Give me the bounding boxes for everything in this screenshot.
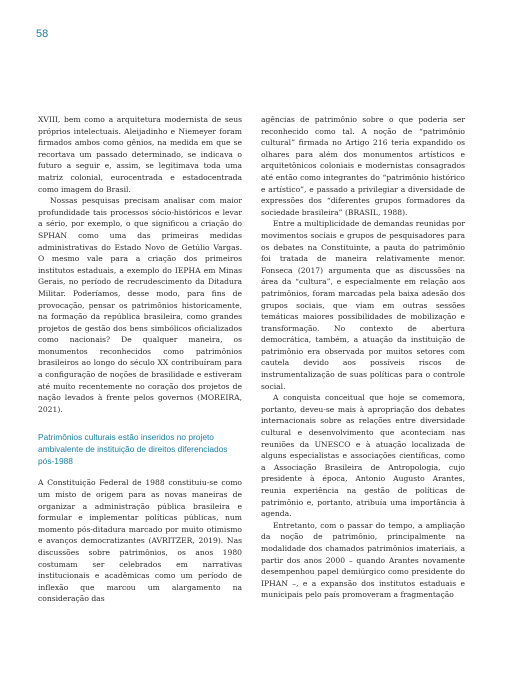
paragraph: Entre a multiplicidade de demandas reunidas por movimentos sociais e grupos de pesquisadores para os debates na Constituinte, a pauta do patrimônio foi tratada de maneira relativamente menor. Fonseca (2017) argumenta que as discussões na área da “cultura”, e especialmente em relação aos patrimônios, foram marcadas pela baixa adesão dos grupos sociais, que viam em outras sessões temáticas maiores possibilidades de mobilização e transformação. No contexto de abertura democrática, também, a atuação da instituição de patrimônio era observada por muitos setores com cautela devido aos possíveis riscos de instrumentalização de suas políticas para o controle social. xyxy=(261,219,465,391)
section-heading: Patrimônios culturais estão inseridos no projeto ambivalente de instituição de direitos diferenciados pós-1988 xyxy=(38,432,228,467)
paragraph: A Constituição Federal de 1988 constituiu-se como um misto de origem para as novas maneiras de organizar a administração pública brasileira e formular e implementar políticas públicas, num momento pós-ditadura marcado por muito otimismo e avanços democratizantes (AVRITZER, 2019). Nas discussões sobre patrimônios, os anos 1980 costumam ser celebrados em narrativas institucionais e acadêmicas como um período de inflexão que marcou um alargamento na consideração das xyxy=(38,478,242,604)
right-column xyxy=(261,114,465,601)
paragraph: Nossas pesquisas precisam analisar com maior profundidade tais processos sócio-históricos e levar a sério, por exemplo, o que significou a criação do SPHAN como uma das primeiras medidas administrativas do Estado Novo de Getúlio Vargas. O mesmo vale para a criação dos primeiros institutos estaduais, a exemplo do IEPHA em Minas Gerais, no período de recrudescimento da Ditadura Militar. Poderíamos, desse modo, para fins de provocação, pensar os patrimônios historicamente, na formação da república brasileira, como grandes projetos de gestão dos bens simbólicos oficializados como nacionais? De qualquer maneira, os monumentos reconhecidos como patrimônios brasileiros ao longo do século XX contribuíram para a configuração de noções de brasilidade e estiveram até muito recentemente no coração dos projetos de nação levados à frente pelos governos (MOREIRA, 2021). xyxy=(38,196,242,414)
page-number: 58 xyxy=(36,28,49,40)
paragraph: A conquista conceitual que hoje se comemora, portanto, deveu-se mais à apropriação dos debates internacionais sobre as relações entre diversidade cultural e desenvolvimento que aconteciam nas reuniões da UNESCO e à atuação localizada de alguns especialistas e associações científicas, como a Associação Brasileira de Antropologia, cujo presidente à época, Antonio Augusto Arantes, reunia experiência na gestão de políticas de patrimônio e, portanto, atribuía uma importância à agenda. xyxy=(261,393,465,519)
left-column xyxy=(38,114,242,605)
paragraph: agências de patrimônio sobre o que poderia ser reconhecido como tal. A noção de “patrimônio cultural” firmada no Artigo 216 teria expandido os olhares para além dos monumentos artísticos e arquitetônicos coloniais e modernistas consagrados até então como integrantes do “patrimônio histórico e artístico”, e passado a privilegiar a diversidade de expressões dos “diferentes grupos formadores da sociedade brasileira” (BRASIL, 1988). xyxy=(261,115,465,217)
paragraph: Entretanto, com o passar do tempo, a ampliação da noção de patrimônio, principalmente na modalidade dos chamados patrimônios imateriais, a partir dos anos 2000 – quando Arantes novamente desempenhou papel demiúrgico como presidente do IPHAN –, e a expansão dos institutos estaduais e municipais pelo país promoveram a fragmentação xyxy=(261,520,465,600)
paragraph: XVIII, bem como a arquitetura modernista de seus próprios intelectuais. Aleijadinho e Niemeyer foram firmados ambos como gênios, na medida em que se recortava um passado determinado, se indicava o futuro a seguir e, assim, se legitimava toda uma matriz colonial, eurocentrada e estadocentrada como imagem do Brasil. xyxy=(38,115,242,194)
